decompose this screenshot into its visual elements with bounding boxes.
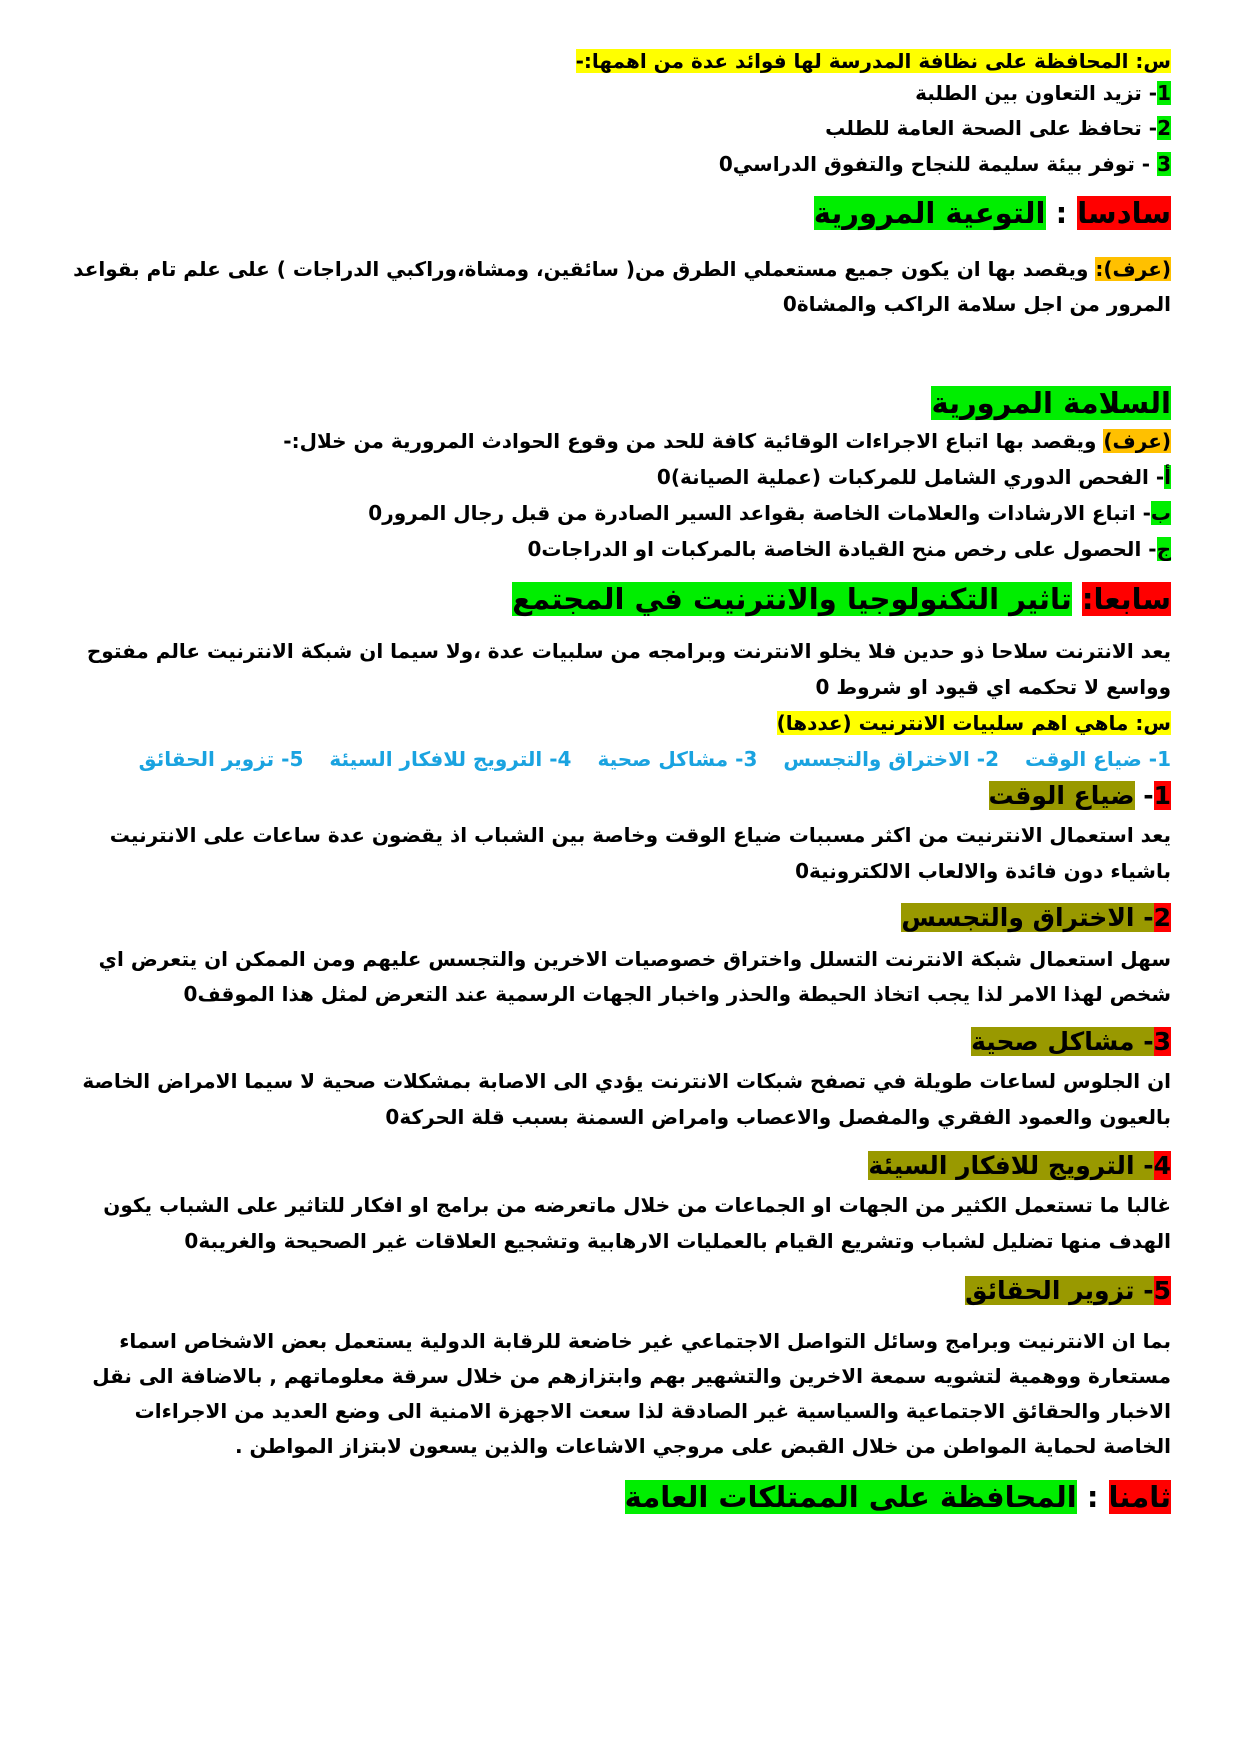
list-item: 2- الاختراق والتجسس xyxy=(783,747,1000,771)
negative-paragraph-line: بالعيون والعمود الفقري والمفصل والاعصاب وامراض السمنة بسبب قلة الحركة0 xyxy=(385,1105,1171,1129)
traffic-awareness-definition: (عرف): ويقصد بها ان يكون جميع مستعملي الطرق من( سائقين، ومشاة،وراكبي الدراجات ) على علم تام بقواعد xyxy=(73,257,1171,281)
negative-heading: 5- تزوير الحقائق xyxy=(965,1276,1171,1305)
negative-paragraph-line: الهدف منها تضليل لشباب وتشريع القيام بالعمليات الارهابية وتشجيع العلاقات غير الصحيحة والغريبة0 xyxy=(184,1229,1171,1253)
technology-intro-cont: وواسع لا تحكمه اي قيود او شروط 0 xyxy=(815,675,1171,699)
cleanliness-question-text: س: المحافظة على نظافة المدرسة لها فوائد عدة من اهمها:- xyxy=(575,49,1171,73)
negatives-list xyxy=(139,742,1171,776)
negative-heading: 2- الاختراق والتجسس xyxy=(901,903,1171,932)
traffic-safety-heading xyxy=(931,382,1171,424)
section-label: سابعا: xyxy=(1081,582,1171,616)
section-label: ثامنا xyxy=(1108,1480,1171,1514)
negative-paragraph-line: يعد استعمال الانترنيت من اكثر مسببات ضياع الوقت وخاصة بين الشباب اذ يقضون عدة ساعات على الانترنيت xyxy=(109,823,1171,847)
technology-heading xyxy=(512,578,1171,620)
negative-paragraph-line: مستعارة ووهمية لتشويه سمعة الاخرين والتشهير بهم وابتزازهم من خلال سرقة معلوماتهم , بالاضافة الى نقل xyxy=(92,1364,1171,1388)
negative-paragraph-line: ان الجلوس لساعات طويلة في تصفح شبكات الانترنت يؤدي الى الاصابة بمشكلات صحية لا سيما الامراض الخاصة xyxy=(82,1069,1171,1093)
traffic-safety-item: أ- الفحص الدوري الشامل للمركبات (عملية الصيانة)0 xyxy=(656,465,1171,489)
section-title: التوعية المرورية xyxy=(813,196,1046,230)
section-title: تاثير التكنولوجيا والانترنيت في المجتمع xyxy=(512,582,1072,616)
traffic-safety-item: ج- الحصول على رخص منح القيادة الخاصة بالمركبات او الدراجات0 xyxy=(527,537,1171,561)
negative-paragraph-line: شخص لهذا الامر لذا يجب اتخاذ الحيطة والحذر واخبار الجهات الرسمية عند التعرض لمثل هذا الموقف0 xyxy=(183,982,1171,1006)
define-label: (عرف): xyxy=(1095,257,1171,281)
section-title: السلامة المرورية xyxy=(931,386,1171,420)
section-title: المحافظة على الممتلكات العامة xyxy=(624,1480,1077,1514)
technology-intro: يعد الانترنت سلاحا ذو حدين فلا يخلو الانترنت وبرامجه من سلبيات عدة ،ولا سيما ان شبكة الانترنيت عالم مفتوح xyxy=(86,639,1171,663)
traffic-safety-definition: (عرف) ويقصد بها اتباع الاجراءات الوقائية كافة للحد من وقوع الحوادث المرورية من خلال:- xyxy=(283,429,1171,453)
negatives-question-text: س: ماهي اهم سلبيات الانترنيت xyxy=(858,711,1171,735)
cleanliness-item: 2- تحافظ على الصحة العامة للطلب xyxy=(825,116,1171,140)
negative-paragraph-line: الاخبار والحقائق الاجتماعية والسياسية غير الصادقة لذا سعت الاجهزة الامنية الى وضع العديد من الاجراءات xyxy=(134,1399,1171,1423)
negatives-question xyxy=(777,706,1171,740)
list-item: 4- الترويج للافكار السيئة xyxy=(329,747,572,771)
negative-paragraph-line: باشياء دون فائدة والالعاب الالكترونية0 xyxy=(795,859,1171,883)
negative-heading: 1- ضياع الوقت xyxy=(988,781,1171,810)
negative-paragraph-line: بما ان الانترنيت وبرامج وسائل التواصل الاجتماعي غير خاضعة للرقابة الدولية يستعمل بعض الاشخاص اسماء xyxy=(119,1329,1171,1353)
negatives-question-tag: (عددها) xyxy=(776,711,852,735)
section-label: سادسا xyxy=(1077,196,1171,230)
cleanliness-item: 1- تزيد التعاون بين الطلبة xyxy=(915,81,1171,105)
list-item: 5- تزوير الحقائق xyxy=(138,747,304,771)
list-item: 3- مشاكل صحية xyxy=(597,747,758,771)
negative-heading: 4- الترويج للافكار السيئة xyxy=(868,1151,1171,1180)
traffic-awareness-heading: سادسا : التوعية المرورية xyxy=(813,196,1171,230)
traffic-safety-item: ب- اتباع الارشادات والعلامات الخاصة بقواعد السير الصادرة من قبل رجال المرور0 xyxy=(368,501,1171,525)
define-label: (عرف) xyxy=(1103,429,1171,453)
cleanliness-question xyxy=(576,44,1171,78)
cleanliness-item: 3 - توفر بيئة سليمة للنجاح والتفوق الدراسي0 xyxy=(718,152,1171,176)
negative-paragraph-line: سهل استعمال شبكة الانترنت التسلل واختراق خصوصيات الاخرين والتجسس عليهم ومن الممكن ان يتعرض اي xyxy=(98,947,1171,971)
public-property-heading: ثامنا : المحافظة على الممتلكات العامة xyxy=(624,1480,1171,1514)
negative-paragraph-line: الخاصة لحماية المواطن من خلال القبض على مروجي الاشاعات والذين يسعون لابتزاز المواطن . xyxy=(234,1434,1171,1458)
negative-heading: 3- مشاكل صحية xyxy=(971,1027,1171,1056)
list-item: 1- ضياع الوقت xyxy=(1025,747,1171,771)
traffic-awareness-definition-cont: المرور من اجل سلامة الراكب والمشاة0 xyxy=(782,292,1171,316)
negative-paragraph-line: غالبا ما تستعمل الكثير من الجهات او الجماعات من خلال ماتعرضه من برامج او افكار للتاثير على الشباب يكون xyxy=(103,1193,1171,1217)
